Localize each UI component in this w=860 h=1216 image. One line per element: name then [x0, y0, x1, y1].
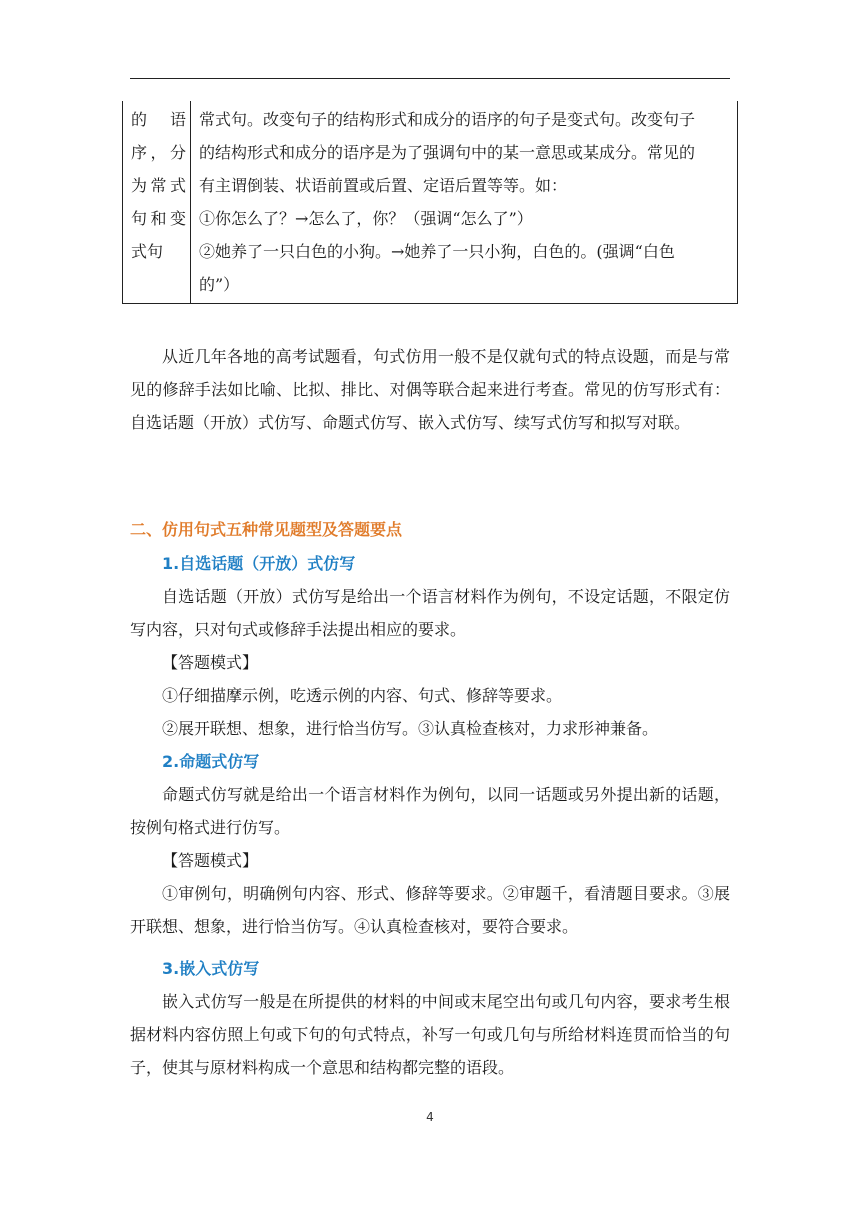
label-line: 句和变	[131, 209, 186, 228]
table-row	[123, 101, 738, 304]
item1-description: 自选话题（开放）式仿写是给出一个语言材料作为例句，不设定话题，不限定仿写内容，只对句式或修辞手法提出相应的要求。	[130, 587, 730, 639]
item2-description: 命题式仿写就是给出一个语言材料作为例句，以同一话题或另外提出新的话题，按例句格式进行仿写。	[130, 785, 730, 837]
definition-table	[122, 101, 738, 304]
label-line: 序，分	[131, 143, 186, 162]
label-line: 式句	[131, 242, 164, 261]
label-line: 的 语	[131, 110, 186, 129]
table-content-cell	[191, 101, 738, 304]
content-line: ①你怎么了？→怎么了，你？（强调“怎么了”）	[199, 209, 533, 228]
item3-heading: 3.嵌入式仿写	[162, 959, 260, 978]
intro-paragraph: 从近几年各地的高考试题看，句式仿用一般不是仅就句式的特点设题，而是与常见的修辞手法如比喻、比拟、排比、对偶等联合起来进行考查。常见的仿写形式有：自选话题（开放）式仿写、命题式仿写、嵌入式仿写、续写式仿写和拟写对联。	[130, 347, 730, 432]
section-heading: 二、仿用句式五种常见题型及答题要点	[130, 520, 403, 539]
content-line: 的”）	[199, 275, 240, 294]
table-label-cell	[123, 101, 191, 304]
item1-heading: 1.自选话题（开放）式仿写	[162, 554, 356, 573]
header-rule	[130, 78, 730, 79]
item1-mode-label: 【答题模式】	[162, 653, 259, 672]
content-line: 的结构形式和成分的语序是为了强调句中的某一意思或某成分。常见的	[199, 143, 696, 162]
item2-mode-text: ①审例句，明确例句内容、形式、修辞等要求。②审题千，看清题目要求。③展开联想、想象，进行恰当仿写。④认真检查核对，要符合要求。	[130, 884, 730, 936]
content-line: ②她养了一只白色的小狗。→她养了一只小狗，白色的。(强调“白色	[199, 242, 675, 261]
page-number: 4	[426, 1110, 434, 1124]
item2-heading: 2.命题式仿写	[162, 752, 260, 771]
item1-mode-line: ①仔细描摩示例，吃透示例的内容、句式、修辞等要求。	[162, 686, 563, 705]
label-line: 为常式	[131, 176, 186, 195]
item1-mode-line: ②展开联想、想象，进行恰当仿写。③认真检查核对，力求形神兼备。	[162, 719, 659, 738]
content-line: 常式句。改变句子的结构形式和成分的语序的句子是变式句。改变句子	[199, 110, 696, 129]
item2-mode-label: 【答题模式】	[162, 851, 259, 870]
content-line: 有主谓倒装、状语前置或后置、定语后置等等。如：	[199, 176, 568, 195]
item3-description: 嵌入式仿写一般是在所提供的材料的中间或末尾空出句或几句内容，要求考生根据材料内容仿照上句或下句的句式特点，补写一句或几句与所给材料连贯而恰当的句子，使其与原材料构成一个意思和结构都完整的语段。	[130, 992, 730, 1077]
